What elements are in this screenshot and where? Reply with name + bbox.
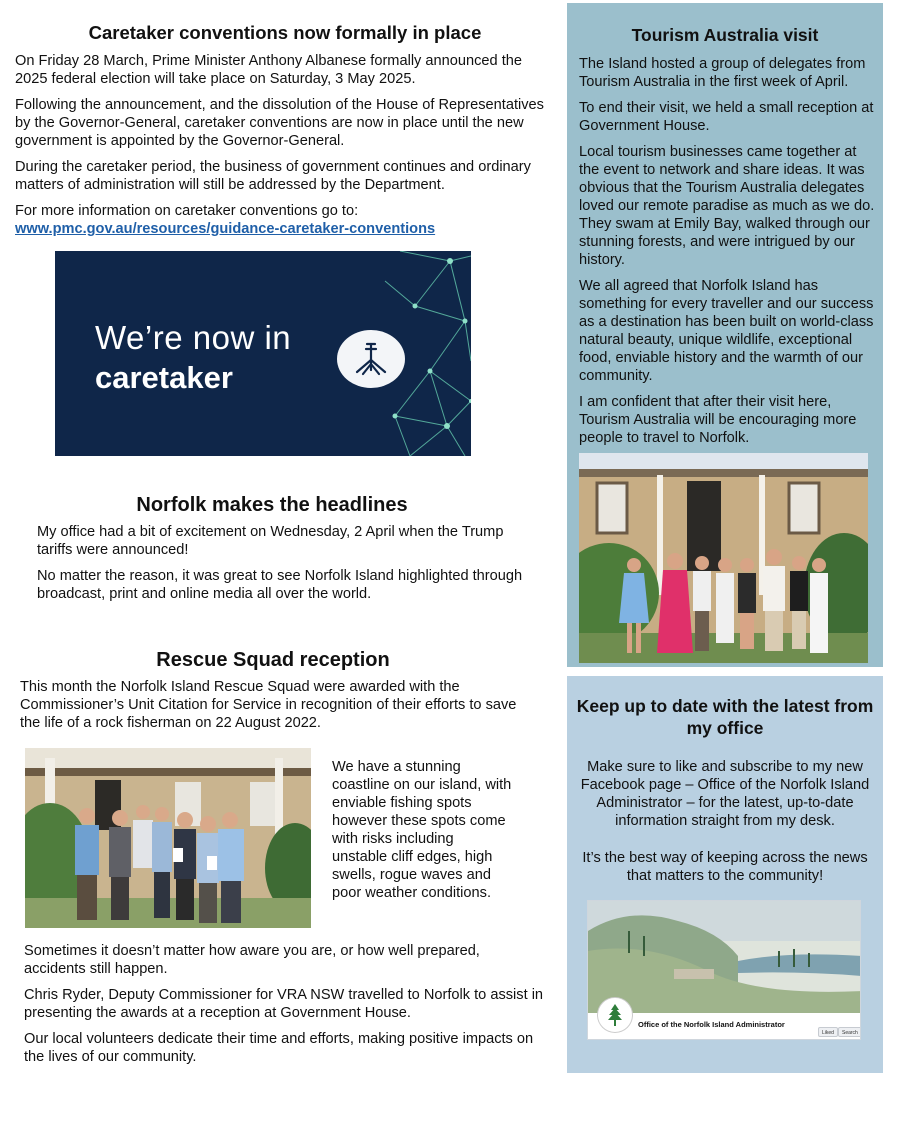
rescue-continued xyxy=(24,942,544,1074)
rescue-side-text xyxy=(332,758,512,902)
tourism-text xyxy=(579,55,875,455)
social-panel xyxy=(567,676,883,1073)
caretaker-section xyxy=(15,22,555,246)
tourism-paragraph-4: We all agreed that Norfolk Island has something for every traveller and our success as a destination has been built on world-class natural beauty, unique wildlife, exceptional food, enviable history and the warmth of our community. xyxy=(579,278,874,384)
tourism-paragraph-3: Local tourism businesses came together at the event to network and share ideas. It was obvious that the Tourism Australia delegates loved our remote paradise as much as we do. They swam at Emily Bay, walked through our stunning forests, and were intrigued by our history. xyxy=(579,144,875,268)
rescue-paragraph-4: Our local volunteers dedicate their time and efforts, making positive impacts on the lives of our community. xyxy=(24,1031,534,1065)
banner-line-2: caretaker xyxy=(95,360,233,395)
rescue-section xyxy=(20,649,540,740)
rescue-side-paragraph: We have a stunning coastline on our island, with enviable fishing spots however these spots come with risks including unstable cliff edges, high swells, rogue waves and poor weather conditions. xyxy=(332,759,512,901)
social-text xyxy=(575,758,875,904)
social-paragraph-2: It’s the best way of keeping across the news that matters to the community! xyxy=(582,850,868,884)
headlines-paragraph-2: No matter the reason, it was great to see Norfolk Island highlighted through broadcast, print and online media all over the world. xyxy=(37,568,523,602)
rescue-paragraph-2: Sometimes it doesn’t matter how aware you are, or how well prepared, accidents still happen. xyxy=(24,943,480,977)
social-paragraph-1: Make sure to like and subscribe to my new Facebook page – Office of the Norfolk Island Administrator – for the latest, up-to-date information straight from my desk. xyxy=(580,759,870,829)
caretaker-banner xyxy=(55,251,471,456)
rescue-paragraph-1: This month the Norfolk Island Rescue Squad were awarded with the Commissioner’s Unit Citation for Service in recognition of their efforts to save the life of a rock fisherman on 22 August 2022. xyxy=(20,679,517,731)
tourism-heading: Tourism Australia visit xyxy=(631,25,819,45)
tourism-delegates-photo xyxy=(579,453,868,663)
search-button[interactable]: Search xyxy=(838,1027,861,1037)
banner-line-1: We’re now in xyxy=(95,319,292,356)
headlines-paragraph-1: My office had a bit of excitement on Wednesday, 2 April when the Trump tariffs were announced! xyxy=(37,524,504,558)
social-heading: Keep up to date with the latest from my office xyxy=(576,696,874,738)
tourism-panel xyxy=(567,3,883,667)
caretaker-paragraph-3: During the caretaker period, the business of government continues and ordinary matters of administration will still be addressed by the Department. xyxy=(15,159,531,193)
facebook-cover-painting xyxy=(588,901,861,1013)
tourism-paragraph-1: The Island hosted a group of delegates from Tourism Australia in the first week of April. xyxy=(579,56,866,90)
caretaker-paragraph-4 xyxy=(15,202,555,238)
norfolk-pine-logo-icon xyxy=(598,998,632,1032)
facebook-page-name: Office of the Norfolk Island Administrator xyxy=(638,1020,785,1029)
tourism-paragraph-2: To end their visit, we held a small reception at Government House. xyxy=(579,100,874,134)
caretaker-paragraph-1: On Friday 28 March, Prime Minister Anthony Albanese formally announced the 2025 federal election will take place on Saturday, 3 May 2025. xyxy=(15,53,522,87)
liked-button[interactable]: Liked xyxy=(818,1027,838,1037)
caretaker-heading: Caretaker conventions now formally in place xyxy=(88,22,482,43)
caretaker-more-info-text: For more information on caretaker conventions go to: xyxy=(15,203,359,219)
headlines-section xyxy=(37,494,537,611)
rescue-paragraph-3: Chris Ryder, Deputy Commissioner for VRA NSW travelled to Norfolk to assist in presenting the awards at a reception at Government House. xyxy=(24,987,544,1021)
caretaker-conventions-link[interactable]: www.pmc.gov.au/resources/guidance-caretaker-conventions xyxy=(15,221,436,237)
tourism-paragraph-5: I am confident that after their visit here, Tourism Australia will be encouraging more people to travel to Norfolk. xyxy=(579,394,857,446)
headlines-heading: Norfolk makes the headlines xyxy=(136,494,408,516)
rescue-squad-photo xyxy=(25,748,311,928)
caretaker-paragraph-2: Following the announcement, and the dissolution of the House of Representatives by the Governor-General, caretaker conventions are now in place until the new government is appointed by the Governor-General. xyxy=(15,97,544,149)
government-emblem-icon xyxy=(337,330,405,388)
rescue-heading: Rescue Squad reception xyxy=(156,649,390,671)
facebook-page-preview[interactable] xyxy=(587,900,861,1040)
